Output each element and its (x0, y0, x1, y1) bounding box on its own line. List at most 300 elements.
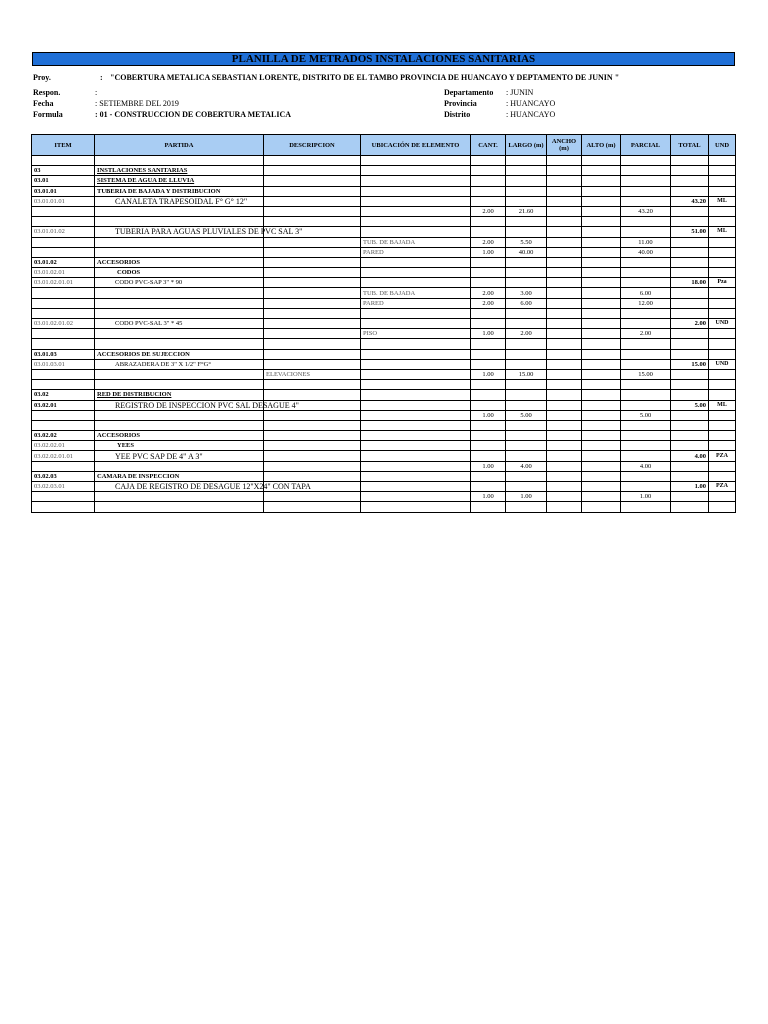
cell-alto (582, 237, 621, 247)
cell-total (671, 492, 709, 502)
cell-item: 03.01.02.01.01 (32, 278, 95, 288)
cell-parcial (621, 268, 671, 278)
cell-alto (582, 186, 621, 196)
cell-descripcion (264, 176, 361, 186)
cell-partida: ACCESORIOS DE SUJECCION (95, 349, 264, 359)
cell-descripcion (264, 441, 361, 451)
cell-cant: 2.00 (471, 298, 506, 308)
cell-parcial (621, 217, 671, 227)
cell-parcial: 15.00 (621, 369, 671, 379)
cell-total (671, 166, 709, 176)
cell-descripcion (264, 329, 361, 339)
cell-largo: 40.00 (506, 247, 547, 257)
cell-descripcion (264, 247, 361, 257)
cell-cant (471, 217, 506, 227)
cell-und: Pza (709, 278, 736, 288)
cell-largo (506, 227, 547, 237)
cell-ancho (547, 349, 582, 359)
cell-item (32, 237, 95, 247)
cell-ubicacion (361, 420, 471, 430)
cell-total (671, 390, 709, 400)
cell-largo: 1.00 (506, 492, 547, 502)
cell-ubicacion (361, 206, 471, 216)
cell-cant (471, 319, 506, 329)
cell-cant (471, 227, 506, 237)
cell-parcial (621, 308, 671, 318)
cell-partida: YEE PVC SAP DE 4" A 3" (95, 451, 264, 461)
cell-cant (471, 431, 506, 441)
cell-largo: 15.00 (506, 369, 547, 379)
cell-cant (471, 268, 506, 278)
cell-descripcion (264, 288, 361, 298)
col-header-partida: PARTIDA (95, 135, 264, 156)
cell-cant (471, 166, 506, 176)
cell-total (671, 288, 709, 298)
col-header-largo: LARGO (m) (506, 135, 547, 156)
cell-largo (506, 196, 547, 206)
table-row (32, 298, 736, 308)
cell-largo (506, 319, 547, 329)
cell-alto (582, 369, 621, 379)
cell-item (32, 380, 95, 390)
cell-descripcion (264, 359, 361, 369)
cell-und (709, 420, 736, 430)
cell-ubicacion (361, 451, 471, 461)
cell-parcial: 2.00 (621, 329, 671, 339)
cell-alto (582, 257, 621, 267)
cell-item (32, 420, 95, 430)
cell-cant (471, 420, 506, 430)
cell-alto (582, 349, 621, 359)
fecha-value: : SETIEMBRE DEL 2019 (95, 99, 179, 108)
cell-cant: 1.00 (471, 247, 506, 257)
table-row (32, 461, 736, 471)
cell-ancho (547, 441, 582, 451)
cell-total: 4.00 (671, 451, 709, 461)
cell-descripcion (264, 339, 361, 349)
cell-item (32, 288, 95, 298)
cell-parcial: 40.00 (621, 247, 671, 257)
cell-ancho (547, 390, 582, 400)
cell-largo (506, 359, 547, 369)
cell-ubicacion (361, 166, 471, 176)
cell-alto (582, 268, 621, 278)
cell-ancho (547, 217, 582, 227)
provincia-value: : HUANCAYO (506, 99, 556, 108)
cell-parcial: 12.00 (621, 298, 671, 308)
cell-ubicacion (361, 502, 471, 512)
cell-total (671, 369, 709, 379)
cell-parcial: 4.00 (621, 461, 671, 471)
cell-partida (95, 329, 264, 339)
table-row (32, 237, 736, 247)
cell-total (671, 206, 709, 216)
cell-partida (95, 502, 264, 512)
cell-largo (506, 420, 547, 430)
cell-parcial (621, 257, 671, 267)
cell-largo (506, 156, 547, 166)
departamento-label: Departamento (444, 88, 494, 97)
distrito-label: Distrito (444, 110, 471, 119)
cell-ancho (547, 288, 582, 298)
cell-cant (471, 482, 506, 492)
cell-total (671, 308, 709, 318)
cell-alto (582, 217, 621, 227)
cell-ubicacion (361, 278, 471, 288)
cell-parcial: 6.00 (621, 288, 671, 298)
cell-ubicacion (361, 176, 471, 186)
cell-und (709, 156, 736, 166)
respon-value: : (95, 88, 98, 97)
cell-cant (471, 349, 506, 359)
cell-cant (471, 176, 506, 186)
cell-largo (506, 451, 547, 461)
cell-und (709, 369, 736, 379)
table-row (32, 288, 736, 298)
cell-und: PZA (709, 451, 736, 461)
cell-und (709, 298, 736, 308)
cell-item: 03.01.03.01 (32, 359, 95, 369)
cell-und: UND (709, 319, 736, 329)
cell-alto (582, 451, 621, 461)
cell-und: ML (709, 196, 736, 206)
cell-ubicacion (361, 308, 471, 318)
cell-total (671, 461, 709, 471)
cell-total (671, 237, 709, 247)
cell-ancho (547, 369, 582, 379)
cell-item (32, 461, 95, 471)
cell-descripcion (264, 502, 361, 512)
cell-ancho (547, 502, 582, 512)
table-row (32, 441, 736, 451)
cell-item (32, 247, 95, 257)
cell-ancho (547, 461, 582, 471)
col-header-und: UND (709, 135, 736, 156)
cell-parcial (621, 166, 671, 176)
cell-largo (506, 349, 547, 359)
cell-ancho (547, 420, 582, 430)
cell-und (709, 166, 736, 176)
table-row (32, 319, 736, 329)
cell-largo (506, 217, 547, 227)
cell-descripcion (264, 196, 361, 206)
cell-partida (95, 339, 264, 349)
cell-und: ML (709, 400, 736, 410)
cell-ubicacion: TUB. DE BAJADA (361, 288, 471, 298)
cell-parcial (621, 441, 671, 451)
cell-parcial: 11.00 (621, 237, 671, 247)
cell-parcial (621, 482, 671, 492)
cell-total: 18.00 (671, 278, 709, 288)
table-row (32, 166, 736, 176)
cell-alto (582, 390, 621, 400)
cell-ancho (547, 339, 582, 349)
cell-cant (471, 257, 506, 267)
cell-cant: 1.00 (471, 461, 506, 471)
table-body (32, 156, 736, 513)
cell-ancho (547, 380, 582, 390)
cell-descripcion (264, 461, 361, 471)
cell-item: 03.01.01 (32, 186, 95, 196)
cell-item (32, 206, 95, 216)
respon-label: Respon. (33, 88, 61, 97)
cell-und (709, 471, 736, 481)
cell-descripcion: ELEVACIONES (264, 369, 361, 379)
cell-ancho (547, 329, 582, 339)
distrito-value: : HUANCAYO (506, 110, 556, 119)
cell-ubicacion (361, 380, 471, 390)
cell-und (709, 329, 736, 339)
cell-cant (471, 451, 506, 461)
cell-partida: CAJA DE REGISTRO DE DESAGUE 12"X24" CON TAPA (95, 482, 264, 492)
cell-alto (582, 227, 621, 237)
cell-partida (95, 206, 264, 216)
cell-item (32, 492, 95, 502)
cell-partida (95, 410, 264, 420)
sheet-title: PLANILLA DE METRADOS INSTALACIONES SANITARIAS (32, 52, 735, 66)
cell-und (709, 349, 736, 359)
cell-total (671, 339, 709, 349)
cell-item: 03.02.02.01.01 (32, 451, 95, 461)
cell-largo: 2.00 (506, 329, 547, 339)
cell-ancho (547, 482, 582, 492)
cell-largo (506, 268, 547, 278)
table-row (32, 482, 736, 492)
cell-und: UND (709, 359, 736, 369)
cell-item: 03.02.01 (32, 400, 95, 410)
cell-ancho (547, 492, 582, 502)
cell-und (709, 461, 736, 471)
cell-descripcion (264, 166, 361, 176)
cell-und (709, 257, 736, 267)
proy-separator: : (100, 73, 103, 82)
cell-cant (471, 196, 506, 206)
cell-partida (95, 247, 264, 257)
cell-cant: 2.00 (471, 288, 506, 298)
cell-largo (506, 502, 547, 512)
cell-total (671, 257, 709, 267)
proy-value: "COBERTURA METALICA SEBASTIAN LORENTE, DISTRITO DE EL TAMBO PROVINCIA DE HUANCAYO Y DEPTAMENTO DE JUNIN " (110, 73, 620, 82)
cell-parcial (621, 176, 671, 186)
cell-item: 03.01.01.02 (32, 227, 95, 237)
cell-total: 5.00 (671, 400, 709, 410)
cell-partida: REGISTRO DE INSPECCION PVC SAL DESAGUE 4" (95, 400, 264, 410)
col-header-parcial: PARCIAL (621, 135, 671, 156)
cell-partida: ACCESORIOS (95, 431, 264, 441)
cell-ubicacion (361, 410, 471, 420)
cell-cant (471, 308, 506, 318)
cell-ancho (547, 206, 582, 216)
cell-parcial (621, 156, 671, 166)
cell-partida (95, 156, 264, 166)
formula-value: : 01 - CONSTRUCCION DE COBERTURA METALICA (95, 110, 292, 119)
cell-ubicacion (361, 227, 471, 237)
cell-alto (582, 176, 621, 186)
formula-label: Formula (33, 110, 63, 119)
cell-ancho (547, 196, 582, 206)
cell-descripcion (264, 471, 361, 481)
cell-partida (95, 461, 264, 471)
cell-total (671, 186, 709, 196)
cell-item: 03.02.02.01 (32, 441, 95, 451)
cell-und (709, 390, 736, 400)
table-row (32, 156, 736, 166)
cell-cant (471, 400, 506, 410)
cell-descripcion (264, 257, 361, 267)
col-header-ancho: ANCHO (m) (547, 135, 582, 156)
cell-alto (582, 156, 621, 166)
cell-parcial (621, 196, 671, 206)
cell-cant (471, 380, 506, 390)
cell-alto (582, 206, 621, 216)
cell-und (709, 502, 736, 512)
cell-descripcion (264, 349, 361, 359)
cell-cant: 1.00 (471, 410, 506, 420)
cell-cant (471, 359, 506, 369)
cell-ubicacion (361, 257, 471, 267)
cell-descripcion (264, 206, 361, 216)
cell-largo: 5.00 (506, 410, 547, 420)
cell-alto (582, 329, 621, 339)
cell-largo: 6.00 (506, 298, 547, 308)
cell-descripcion (264, 380, 361, 390)
cell-partida: CODOS (95, 268, 264, 278)
cell-alto (582, 308, 621, 318)
cell-parcial (621, 431, 671, 441)
cell-descripcion (264, 492, 361, 502)
cell-und (709, 339, 736, 349)
cell-cant (471, 186, 506, 196)
cell-ancho (547, 268, 582, 278)
cell-ancho (547, 247, 582, 257)
cell-item (32, 502, 95, 512)
cell-und (709, 308, 736, 318)
cell-und (709, 217, 736, 227)
cell-largo (506, 339, 547, 349)
table-row (32, 420, 736, 430)
cell-item (32, 308, 95, 318)
cell-partida (95, 298, 264, 308)
cell-largo (506, 390, 547, 400)
cell-alto (582, 247, 621, 257)
cell-ubicacion: PARED (361, 247, 471, 257)
cell-total (671, 471, 709, 481)
cell-total (671, 217, 709, 227)
cell-partida: TUBERIA PARA AGUAS PLUVIALES DE PVC SAL 3" (95, 227, 264, 237)
cell-total (671, 329, 709, 339)
cell-largo (506, 166, 547, 176)
metrados-table (31, 134, 736, 513)
cell-alto (582, 339, 621, 349)
table-row (32, 380, 736, 390)
cell-parcial (621, 471, 671, 481)
cell-alto (582, 166, 621, 176)
cell-item: 03.01.03 (32, 349, 95, 359)
cell-ancho (547, 359, 582, 369)
cell-ubicacion (361, 349, 471, 359)
table-row (32, 359, 736, 369)
cell-alto (582, 359, 621, 369)
cell-total (671, 420, 709, 430)
cell-parcial (621, 420, 671, 430)
cell-ancho (547, 237, 582, 247)
cell-und (709, 268, 736, 278)
cell-partida: SISTEMA DE AGUA DE LLUVIA (95, 176, 264, 186)
cell-ubicacion (361, 482, 471, 492)
table-row (32, 257, 736, 267)
cell-parcial (621, 319, 671, 329)
cell-cant (471, 502, 506, 512)
cell-parcial (621, 451, 671, 461)
cell-largo (506, 431, 547, 441)
cell-und (709, 431, 736, 441)
cell-cant (471, 441, 506, 451)
cell-und (709, 186, 736, 196)
cell-largo (506, 482, 547, 492)
cell-cant: 1.00 (471, 369, 506, 379)
cell-total (671, 156, 709, 166)
col-header-item: ITEM (32, 135, 95, 156)
cell-item (32, 339, 95, 349)
cell-ancho (547, 431, 582, 441)
cell-ubicacion (361, 156, 471, 166)
fecha-label: Fecha (33, 99, 54, 108)
cell-largo: 5.50 (506, 237, 547, 247)
table-row (32, 217, 736, 227)
cell-ubicacion: PARED (361, 298, 471, 308)
cell-und (709, 176, 736, 186)
cell-ubicacion (361, 471, 471, 481)
cell-ancho (547, 410, 582, 420)
cell-alto (582, 380, 621, 390)
table-row (32, 390, 736, 400)
cell-largo (506, 176, 547, 186)
cell-largo (506, 380, 547, 390)
cell-total (671, 298, 709, 308)
cell-largo: 21.60 (506, 206, 547, 216)
cell-total: 2.00 (671, 319, 709, 329)
cell-ancho (547, 156, 582, 166)
cell-partida (95, 380, 264, 390)
cell-ubicacion (361, 441, 471, 451)
cell-alto (582, 502, 621, 512)
cell-item: 03.01.01.01 (32, 196, 95, 206)
cell-alto (582, 431, 621, 441)
cell-cant: 2.00 (471, 206, 506, 216)
col-header-total: TOTAL (671, 135, 709, 156)
cell-partida: ACCESORIOS (95, 257, 264, 267)
cell-total (671, 502, 709, 512)
cell-ubicacion (361, 339, 471, 349)
cell-ubicacion (361, 186, 471, 196)
cell-descripcion (264, 278, 361, 288)
cell-largo (506, 186, 547, 196)
cell-item: 03.02.02 (32, 431, 95, 441)
cell-alto (582, 482, 621, 492)
proy-label: Proy. (33, 73, 51, 82)
table-row (32, 278, 736, 288)
cell-und (709, 206, 736, 216)
table-row (32, 247, 736, 257)
cell-largo (506, 257, 547, 267)
cell-descripcion (264, 451, 361, 461)
cell-largo (506, 400, 547, 410)
cell-ancho (547, 176, 582, 186)
cell-parcial (621, 227, 671, 237)
cell-cant (471, 278, 506, 288)
cell-total: 1.00 (671, 482, 709, 492)
cell-descripcion (264, 319, 361, 329)
